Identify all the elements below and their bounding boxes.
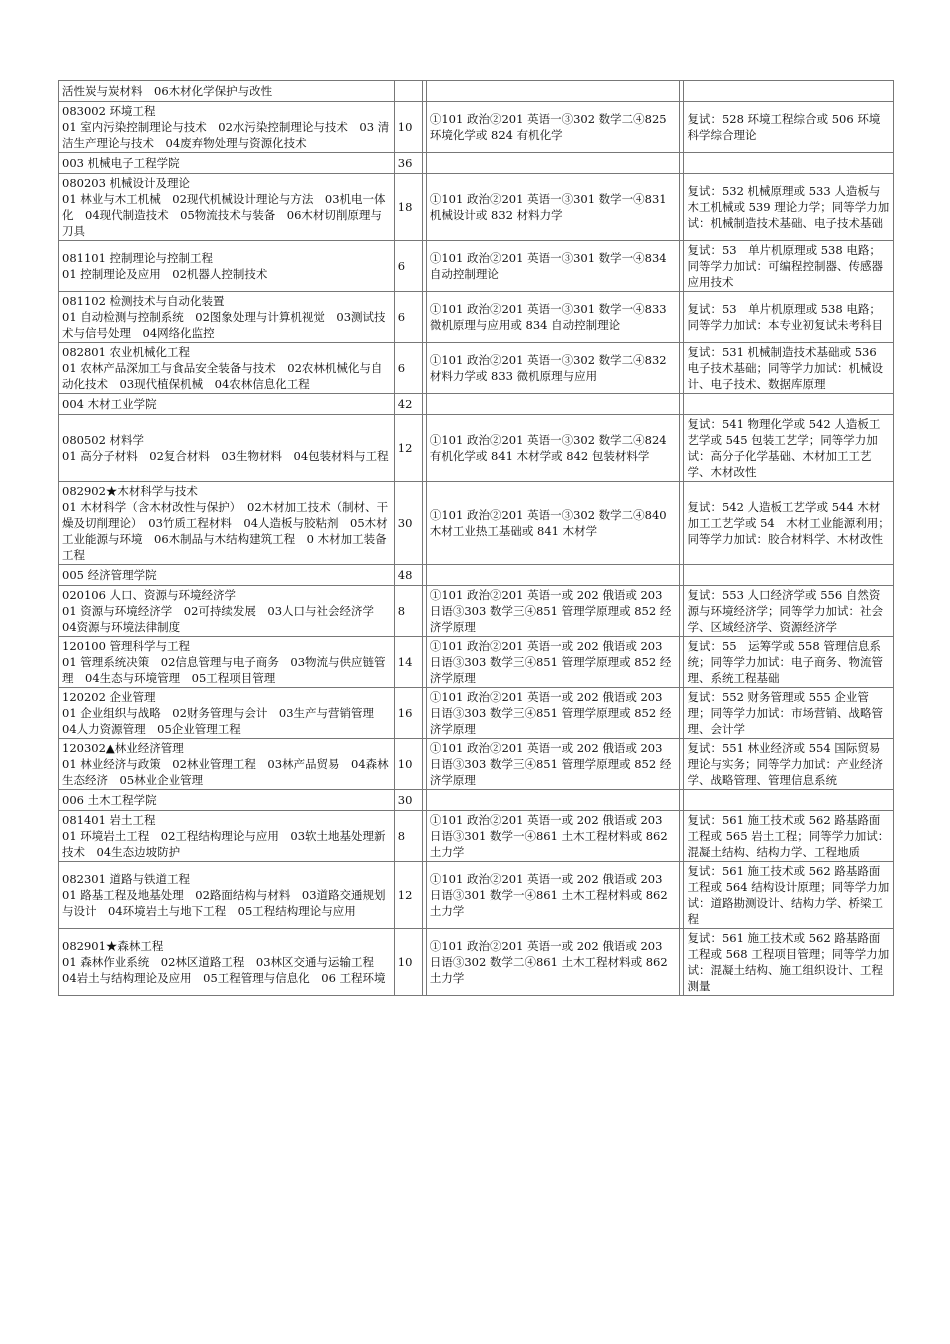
enrollment-count: 14 — [395, 637, 423, 688]
major-cell — [59, 174, 395, 241]
major-cell — [59, 343, 395, 394]
enrollment-count: 18 — [395, 174, 423, 241]
college-row — [59, 81, 894, 102]
notes: 复试：561 施工技术或 562 路基路面工程或 568 工程项目管理；同等学力加试：混凝土结构、施工组织设计、工程测量 — [684, 929, 894, 996]
major-code-name: 020106 人口、资源与环境经济学 — [62, 588, 237, 602]
exam-subjects — [427, 153, 681, 174]
exam-subjects: ①101 政治②201 英语一或 202 俄语或 203 日语③303 数学三④851 管理学原理或 852 经济学原理 — [427, 688, 681, 739]
research-directions: 01 企业组织与战略 02财务管理与会计 03生产与营销管理 04人力资源管理 05企业管理工程 — [62, 706, 386, 736]
major-code-name: 120302▲林业经济管理 — [62, 741, 184, 755]
exam-subjects: ①101 政治②201 英语一③301 数学一④831 机械设计或 832 材料力学 — [427, 174, 681, 241]
enrollment-count: 10 — [395, 929, 423, 996]
enrollment-count: 6 — [395, 241, 423, 292]
enrollment-count: 48 — [395, 565, 423, 586]
major-row — [59, 292, 894, 343]
enrollment-count: 42 — [395, 394, 423, 415]
research-directions: 01 森林作业系统 02林区道路工程 03林区交通与运输工程 04岩土与结构理论及应用 05工程管理与信息化 06 工程环境 — [62, 955, 386, 985]
notes — [684, 790, 894, 811]
exam-subjects: ①101 政治②201 英语一或 202 俄语或 203 日语③302 数学二④861 土木工程材料或 862 土力学 — [427, 929, 681, 996]
exam-subjects: ①101 政治②201 英语一③301 数学一④834 自动控制理论 — [427, 241, 681, 292]
college-name: 003 机械电子工程学院 — [59, 153, 395, 174]
major-cell — [59, 637, 395, 688]
major-code-name: 081101 控制理论与控制工程 — [62, 251, 214, 265]
major-cell — [59, 739, 395, 790]
research-directions: 01 自动检测与控制系统 02图象处理与计算机视觉 03测试技术与信号处理 04网络化监控 — [62, 310, 386, 340]
major-cell — [59, 482, 395, 565]
notes: 复试：561 施工技术或 562 路基路面工程或 564 结构设计原理；同等学力加试：道路勘测设计、结构力学、桥梁工程 — [684, 862, 894, 929]
major-row — [59, 586, 894, 637]
major-code-name: 082901★森林工程 — [62, 939, 164, 953]
exam-subjects: ①101 政治②201 英语一③302 数学二④825 环境化学或 824 有机化学 — [427, 102, 681, 153]
college-row — [59, 394, 894, 415]
enrollment-count: 30 — [395, 790, 423, 811]
major-cell — [59, 241, 395, 292]
research-directions: 01 室内污染控制理论与技术 02水污染控制理论与技术 03 清洁生产理论与技术 04废弃物处理与资源化技术 — [62, 120, 390, 150]
major-row — [59, 688, 894, 739]
research-directions: 01 资源与环境经济学 02可持续发展 03人口与社会经济学 04资源与环境法律制度 — [62, 604, 386, 634]
research-directions: 01 路基工程及地基处理 02路面结构与材料 03道路交通规划与设计 04环境岩土与地下工程 05工程结构理论与应用 — [62, 888, 386, 918]
major-row — [59, 862, 894, 929]
admissions-table — [58, 80, 894, 996]
major-code-name: 080502 材料学 — [62, 433, 145, 447]
enrollment-count: 10 — [395, 102, 423, 153]
research-directions: 01 管理系统决策 02信息管理与电子商务 03物流与供应链管理 04生态与环境管理 05工程项目管理 — [62, 655, 386, 685]
notes: 复试：553 人口经济学或 556 自然资源与环境经济学；同等学力加试：社会学、区域经济学、资源经济学 — [684, 586, 894, 637]
major-code-name: 120202 企业管理 — [62, 690, 156, 704]
enrollment-count: 8 — [395, 811, 423, 862]
research-directions: 01 林业经济与政策 02林业管理工程 03林产品贸易 04森林生态经济 05林业企业管理 — [62, 757, 389, 787]
exam-subjects — [427, 81, 681, 102]
enrollment-count: 8 — [395, 586, 423, 637]
notes: 复试：561 施工技术或 562 路基路面工程或 565 岩土工程；同等学力加试：混凝土结构、结构力学、工程地质 — [684, 811, 894, 862]
exam-subjects: ①101 政治②201 英语一③302 数学二④832 材料力学或 833 微机原理与应用 — [427, 343, 681, 394]
major-row — [59, 637, 894, 688]
notes: 复试：53 单片机原理或 538 电路；同等学力加试：可编程控制器、传感器应用技术 — [684, 241, 894, 292]
exam-subjects: ①101 政治②201 英语一③302 数学二④824 有机化学或 841 木材学或 842 包装材料学 — [427, 415, 681, 482]
notes: 复试：552 财务管理或 555 企业管理；同等学力加试：市场营销、战略管理、会计学 — [684, 688, 894, 739]
major-row — [59, 739, 894, 790]
enrollment-count: 10 — [395, 739, 423, 790]
college-row — [59, 153, 894, 174]
major-row — [59, 241, 894, 292]
notes — [684, 153, 894, 174]
enrollment-count: 36 — [395, 153, 423, 174]
exam-subjects: ①101 政治②201 英语一③302 数学二④840 木材工业热工基础或 841 木材学 — [427, 482, 681, 565]
exam-subjects: ①101 政治②201 英语一或 202 俄语或 203 日语③303 数学三④851 管理学原理或 852 经济学原理 — [427, 586, 681, 637]
college-name: 006 土木工程学院 — [59, 790, 395, 811]
enrollment-count — [395, 81, 423, 102]
notes — [684, 81, 894, 102]
notes: 复试：551 林业经济或 554 国际贸易理论与实务；同等学力加试：产业经济学、战略管理、管理信息系统 — [684, 739, 894, 790]
major-code-name: 081401 岩土工程 — [62, 813, 156, 827]
major-code-name: 082801 农业机械化工程 — [62, 345, 191, 359]
college-row — [59, 790, 894, 811]
major-code-name: 082301 道路与铁道工程 — [62, 872, 191, 886]
major-cell — [59, 415, 395, 482]
major-row — [59, 482, 894, 565]
major-cell — [59, 688, 395, 739]
college-name: 004 木材工业学院 — [59, 394, 395, 415]
exam-subjects: ①101 政治②201 英语一或 202 俄语或 203 日语③303 数学三④851 管理学原理或 852 经济学原理 — [427, 637, 681, 688]
exam-subjects — [427, 790, 681, 811]
major-row — [59, 415, 894, 482]
major-cell — [59, 292, 395, 343]
college-name: 活性炭与炭材料 06木材化学保护与改性 — [59, 81, 395, 102]
enrollment-count: 30 — [395, 482, 423, 565]
notes: 复试：55 运筹学或 558 管理信息系统；同等学力加试：电子商务、物流管理、系统工程基础 — [684, 637, 894, 688]
research-directions: 01 农林产品深加工与食品安全装备与技术 02农林机械化与自动化技术 03现代植保机械 04农林信息化工程 — [62, 361, 383, 391]
major-row — [59, 343, 894, 394]
major-code-name: 081102 检测技术与自动化装置 — [62, 294, 225, 308]
major-row — [59, 811, 894, 862]
notes: 复试：528 环境工程综合或 506 环境科学综合理论 — [684, 102, 894, 153]
major-row — [59, 174, 894, 241]
admissions-table-page — [58, 80, 894, 996]
major-code-name: 120100 管理科学与工程 — [62, 639, 191, 653]
enrollment-count: 16 — [395, 688, 423, 739]
major-row — [59, 929, 894, 996]
enrollment-count: 6 — [395, 292, 423, 343]
major-code-name: 080203 机械设计及理论 — [62, 176, 191, 190]
major-row — [59, 102, 894, 153]
enrollment-count: 12 — [395, 415, 423, 482]
research-directions: 01 环境岩土工程 02工程结构理论与应用 03软土地基处理新技术 04生态边坡防护 — [62, 829, 386, 859]
notes — [684, 394, 894, 415]
exam-subjects: ①101 政治②201 英语一或 202 俄语或 203 日语③301 数学一④861 土木工程材料或 862 土力学 — [427, 862, 681, 929]
notes: 复试：531 机械制造技术基础或 536 电子技术基础；同等学力加试：机械设计、电子技术、数据库原理 — [684, 343, 894, 394]
research-directions: 01 控制理论及应用 02机器人控制技术 — [62, 267, 268, 281]
enrollment-count: 12 — [395, 862, 423, 929]
exam-subjects: ①101 政治②201 英语一③301 数学一④833 微机原理与应用或 834 自动控制理论 — [427, 292, 681, 343]
notes: 复试：532 机械原理或 533 人造板与木工机械或 539 理论力学；同等学力加试：机械制造技术基础、电子技术基础 — [684, 174, 894, 241]
college-name: 005 经济管理学院 — [59, 565, 395, 586]
research-directions: 01 木材科学（含木材改性与保护） 02木材加工技术（制材、干燥及切削理论） 03竹质工程材料 04人造板与胶粘剂 05木材工业能源与环境 06木制品与木结构建筑工程 0 木材加工装备工程 — [62, 500, 389, 562]
enrollment-count: 6 — [395, 343, 423, 394]
major-cell — [59, 102, 395, 153]
notes: 复试：53 单片机原理或 538 电路；同等学力加试：本专业初复试未考科目 — [684, 292, 894, 343]
major-code-name: 083002 环境工程 — [62, 104, 156, 118]
exam-subjects: ①101 政治②201 英语一或 202 俄语或 203 日语③301 数学一④861 土木工程材料或 862 土力学 — [427, 811, 681, 862]
major-cell — [59, 586, 395, 637]
notes — [684, 565, 894, 586]
major-cell — [59, 811, 395, 862]
notes: 复试：541 物理化学或 542 人造板工艺学或 545 包装工艺学；同等学力加试：高分子化学基础、木材加工工艺学、木材改性 — [684, 415, 894, 482]
research-directions: 01 林业与木工机械 02现代机械设计理论与方法 03机电一体化 04现代制造技术 05物流技术与装备 06木材切削原理与刀具 — [62, 192, 386, 238]
notes: 复试：542 人造板工艺学或 544 木材加工工艺学或 54 木材工业能源利用；同等学力加试：胶合材料学、木材改性 — [684, 482, 894, 565]
exam-subjects: ①101 政治②201 英语一或 202 俄语或 203 日语③303 数学三④851 管理学原理或 852 经济学原理 — [427, 739, 681, 790]
college-row — [59, 565, 894, 586]
exam-subjects — [427, 565, 681, 586]
major-code-name: 082902★木材科学与技术 — [62, 484, 198, 498]
research-directions: 01 高分子材料 02复合材料 03生物材料 04包装材料与工程 — [62, 449, 389, 463]
exam-subjects — [427, 394, 681, 415]
major-cell — [59, 929, 395, 996]
major-cell — [59, 862, 395, 929]
